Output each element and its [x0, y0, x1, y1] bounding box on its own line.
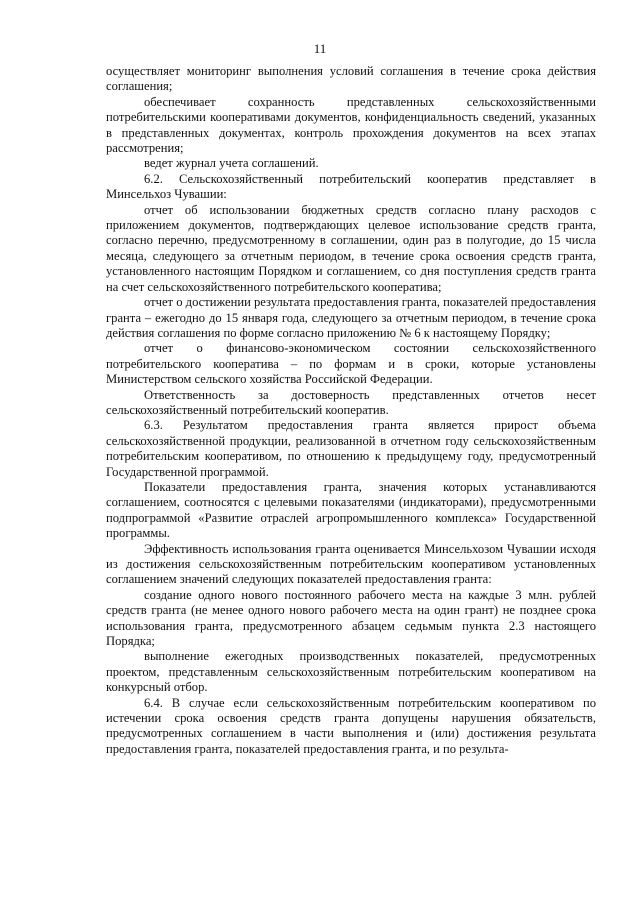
paragraph-6-4: 6.4. В случае если сельскохозяйственным потребительским кооперативом по истечении срока освоения средств гранта допущены нарушения обязательств, предусмотренных соглашением в части выполнения и (или) достижения результата предоставления гранта, показателей предоставления гранта, и по результа-: [106, 695, 596, 756]
paragraph-production-indicators: выполнение ежегодных производственных показателей, предусмотренных проектом, представленным сельскохозяйственным потребительским кооперативом на конкурсный отбор.: [106, 649, 596, 695]
paragraph-financial-report: отчет о финансово-экономическом состоянии сельскохозяйственного потребительского кооператива – по формам и в сроки, которые установлены Министерством сельского хозяйства Российской Федерации.: [106, 341, 596, 387]
paragraph-indicators: Показатели предоставления гранта, значения которых устанавливаются соглашением, соотносятся с целевыми показателями (индикаторами), предусмотренными подпрограммой «Развитие отраслей агропромышленного комплекса» Государственной программы.: [106, 479, 596, 541]
paragraph-budget-report: отчет об использовании бюджетных средств согласно плану расходов с приложением документов, подтверждающих целевое использование средств гранта, согласно перечню, предусмотренному в соглашении, один раз в полугодие, до 15 числа месяца, следующего за отчетным периодом, в течение срока освоения средств гранта, установленного настоящим Порядком и соглашением, со дня поступления средств гранта на счет сельскохозяйственного потребительского кооператива;: [106, 202, 596, 294]
paragraph-6-3: 6.3. Результатом предоставления гранта является прирост объема сельскохозяйственной продукции, реализованной в отчетном году сельскохозяйственным потребительским кооперативом, по отношению к предыдущему году, предусмотренный Государственной программой.: [106, 418, 596, 479]
paragraph-result-report: отчет о достижении результата предоставления гранта, показателей предоставления гранта – ежегодно до 15 января года, следующего за отчетным периодом, в течение срока действия соглашения по форме согласно приложению № 6 к настоящему Порядку;: [106, 295, 596, 340]
paragraph-new-jobs: создание одного нового постоянного рабочего места на каждые 3 млн. рублей средств гранта (не менее одного нового рабочего места на один грант) не позднее срока использования гранта, предусмотренного абзацем седьмым пункта 2.3 настоящего Порядка;: [106, 587, 596, 649]
paragraph-6-2: 6.2. Сельскохозяйственный потребительский кооператив представляет в Минсельхоз Чувашии:: [106, 171, 596, 202]
paragraph-document-safety: обеспечивает сохранность представленных сельскохозяйственными потребительскими кооперативами документов, конфиденциальность сведений, указанных в представленных документах, контроль прохождения документов на всех этапах рассмотрения;: [106, 94, 596, 156]
paragraph-responsibility: Ответственность за достоверность представленных отчетов несет сельскохозяйственный потребительский кооператив.: [106, 387, 596, 417]
document-body: [106, 64, 596, 757]
paragraph-efficiency: Эффективность использования гранта оценивается Минсельхозом Чувашии исходя из достижения сельскохозяйственным потребительским кооперативом установленных соглашением значений следующих показателей предоставления гранта:: [106, 541, 596, 587]
page-number: 11: [313, 41, 327, 56]
paragraph-journal: ведет журнал учета соглашений.: [144, 156, 319, 171]
paragraph-monitoring: осуществляет мониторинг выполнения условий соглашения в течение срока действия соглашения;: [106, 64, 596, 94]
